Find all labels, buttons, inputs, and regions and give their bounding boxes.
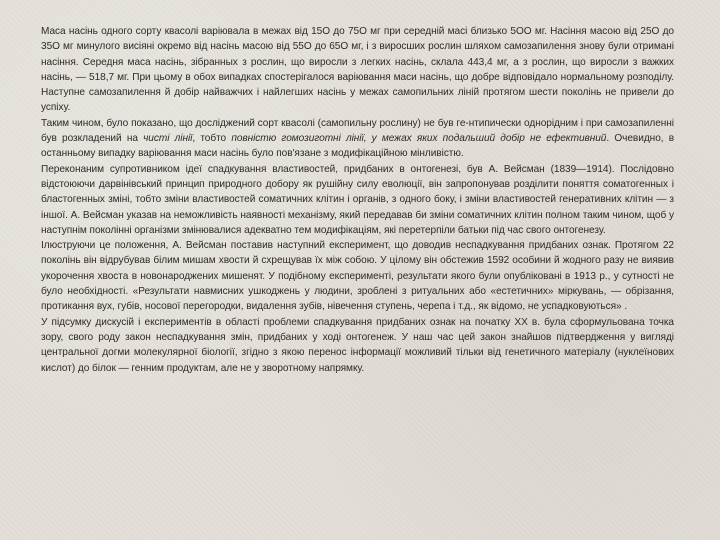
text-segment: Маса насінь одного сорту квасолі варіювала в межах від 15О до 75О мг при середній масі близько 5ОО мг. Насіння масою від 25О до 35О мг минулого висіяні окремо від насінь масою від 55О до 65О мг, і з виросших рослин шляхом самозапилення знову були отримані насіння. Середня маса насінь, зібранных з рослин, що виросли з легких насінь, склала 443,4 мг, а з рослин, що виросли з важких насінь, — 518,7 мг. При цьому в обох випадках спостерігалося варіювання маси насінь, що добре відповідало нормальному розподілу. Наступне самозапилення й добір найважчих і найлегших насінь у межах самопильних ліній протягом шести поколінь не привели до успіху. — [41, 26, 674, 114]
paragraph-seed-mass — [41, 24, 674, 116]
text-segment: . Очевидно, в останньому випадку варіювання маси насінь було пов'язане з модифікаційною мінливістю. — [41, 133, 675, 160]
italic-term: чисті лінії — [143, 133, 193, 145]
body-text — [41, 24, 674, 376]
paragraph-pure-lines — [41, 116, 674, 162]
paragraph-weismann-theory — [41, 162, 674, 238]
text-segment: Ілюструючи це положення, А. Вейсман поставив наступний експеримент, що доводив неспадкування придбаних ознак. Протягом 22 поколінь він відрубував білим мишам хвости й схрещував їх між собою. У цілому він обстежив 1592 особини й жодного разу не виявив укорочення хвоста в новонароджених мишенят. У подібному експерименті, результати якого були опубліковані в 1913 р., у сутності не було необхідності. «Результати навмисних ушкоджень у людини, зроблені з ритуальних або «естетичних» міркувань, — обрізання, протикання вух, губів, носової перегородки, видалення зубів, нівечення ступень, черепа і т.д., як відомо, не успадковуються» . — [41, 240, 674, 313]
italic-term: повністю гомозиготні лінії, у межах яких подальший добір не ефективний — [231, 133, 607, 145]
text-segment: Таким чином, було показано, що досліджений сорт квасолі (самопильну рослину) не був ге-нтипически однорідним і при самозапиленні був розкладений на — [41, 117, 674, 145]
paragraph-weismann-experiment — [41, 238, 674, 314]
text-segment: У підсумку дискусій і експериментів в області проблеми спадкування придбаних ознак на початку XX в. була сформульована точка зору, свого роду закон неспадкування змін, придбаних у ході онтогенеж. У наш час цей закон знайшов підтвердження у вигляді центральної догми молекулярної біології, згідно з якою перенос інформації можливий тільки від генетичного матеріалу (нуклеїнових кислот) до білок — генним продуктам, але не у зворотному напрямку. — [41, 316, 674, 374]
paragraph-conclusion — [41, 315, 674, 376]
text-segment: Переконаним супротивником ідеї спадкування властивостей, придбаних в онтогенезі, був А. Вейсман (1839—1914). Послідовно відстоюючи дарвінівський принцип природного добору як рушійну силу еволюції, він запропонував розділити поняття соматогенных і бластогенных зміні, тобто зміни властивостей соматичних клітин і органів, з одного боку, і зміни властивостей генеративних клітин — з іншої. А. Вейсман указав на неможливість наявності механізму, який передавав би зміни соматичних клітин полном таким чином, щоб у наступнім поколінні організми змінювалися адекватно тем модифікаціям, які перетерпіли батьки під час свого онтогенезу. — [41, 163, 674, 236]
text-segment: , тобто — [192, 133, 232, 145]
